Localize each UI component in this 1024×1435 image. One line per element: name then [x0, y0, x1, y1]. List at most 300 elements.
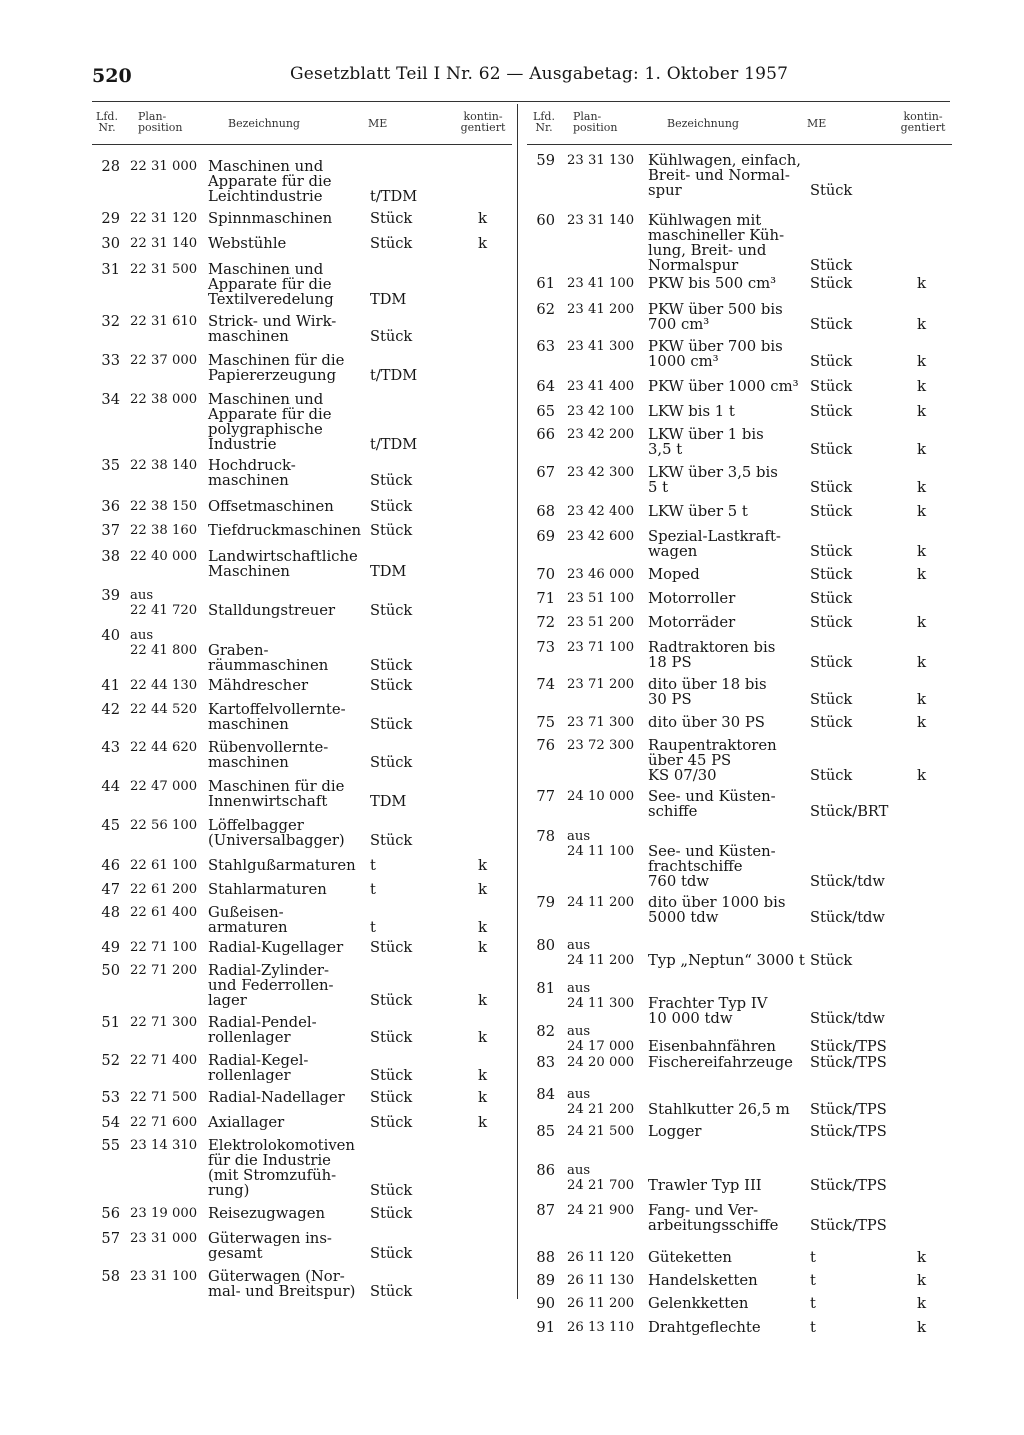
row-number: 77: [536, 788, 555, 805]
row-planposition: 22 71 100: [130, 940, 198, 955]
row-kontingentiert: k: [478, 1113, 488, 1131]
row-bezeichnung: Kartoffelvollernte- maschinen: [208, 701, 346, 733]
row-kontingentiert: k: [917, 402, 927, 420]
row-bezeichnung: Hochdruck- maschinen: [208, 457, 296, 489]
row-number: 79: [536, 894, 555, 911]
row-bezeichnung: Güterwagen ins- gesamt: [208, 1230, 332, 1262]
row-planposition: 22 31 140: [130, 236, 198, 251]
row-planposition: 22 44 520: [130, 702, 198, 717]
row-bezeichnung: LKW über 3,5 bis 5 t: [648, 464, 778, 496]
row-bezeichnung: Spezial-Lastkraft- wagen: [648, 528, 781, 560]
row-me: Stück/TPS: [810, 1123, 887, 1140]
row-me: Stück/tdw: [810, 1010, 885, 1027]
row-me: Stück: [370, 657, 413, 674]
header-lfd-nr: Lfd. Nr.: [96, 110, 118, 134]
left-table: [92, 104, 512, 1300]
row-planposition: 23 14 310: [130, 1138, 198, 1153]
row-number: 58: [101, 1268, 120, 1285]
row-me: Stück: [370, 716, 413, 733]
row-planposition: 23 51 100: [567, 591, 635, 606]
row-kontingentiert: k: [917, 713, 927, 731]
row-number: 76: [536, 737, 555, 754]
row-bezeichnung: See- und Küsten- frachtschiffe 760 tdw: [648, 843, 776, 890]
row-bezeichnung: Drahtgeflechte: [648, 1319, 761, 1336]
row-number: 62: [536, 301, 555, 318]
row-number: 91: [536, 1319, 555, 1336]
row-bezeichnung: Kühlwagen mit maschineller Küh- lung, Breit- und Normalspur: [648, 212, 785, 274]
header-lfd-nr: Lfd. Nr.: [533, 110, 555, 134]
row-bezeichnung: Löffelbagger (Universalbagger): [208, 817, 345, 849]
row-number: 67: [536, 464, 555, 481]
row-number: 43: [101, 739, 120, 756]
row-bezeichnung: LKW bis 1 t: [648, 403, 735, 420]
row-bezeichnung: Stahlarmaturen: [208, 881, 327, 898]
page-number: 520: [92, 65, 132, 87]
row-kontingentiert: k: [478, 1028, 488, 1046]
row-number: 30: [101, 235, 120, 252]
row-bezeichnung: Spinnmaschinen: [208, 210, 333, 227]
row-number: 31: [101, 261, 120, 278]
row-planposition: aus 24 11 300: [567, 981, 635, 1011]
row-kontingentiert: k: [917, 766, 927, 784]
row-me: Stück: [810, 441, 853, 458]
row-planposition: 23 51 200: [567, 615, 635, 630]
page-header: [88, 62, 948, 92]
row-kontingentiert: k: [478, 234, 488, 252]
row-me: TDM: [370, 563, 407, 580]
row-number: 71: [536, 590, 555, 607]
row-kontingentiert: k: [478, 856, 488, 874]
row-planposition: 23 31 140: [567, 213, 635, 228]
row-me: Stück: [810, 952, 853, 969]
row-me: t: [810, 1319, 816, 1336]
row-bezeichnung: Tiefdruckmaschinen: [208, 522, 361, 539]
row-me: Stück: [370, 677, 413, 694]
row-planposition: 22 44 620: [130, 740, 198, 755]
row-planposition: 22 71 400: [130, 1053, 198, 1068]
row-number: 74: [536, 676, 555, 693]
row-me: Stück: [370, 1089, 413, 1106]
row-number: 34: [101, 391, 120, 408]
row-number: 36: [101, 498, 120, 515]
row-planposition: aus 24 21 700: [567, 1163, 635, 1193]
row-me: Stück/TPS: [810, 1038, 887, 1055]
row-bezeichnung: LKW über 1 bis 3,5 t: [648, 426, 764, 458]
row-me: t/TDM: [370, 367, 418, 384]
row-bezeichnung: Radial-Kugellager: [208, 939, 344, 956]
row-number: 39: [101, 587, 120, 604]
row-planposition: 26 13 110: [567, 1320, 635, 1335]
row-number: 85: [536, 1123, 555, 1140]
row-me: Stück: [370, 1182, 413, 1199]
row-number: 60: [536, 212, 555, 229]
row-number: 32: [101, 313, 120, 330]
row-bezeichnung: Radial-Pendel- rollenlager: [208, 1014, 317, 1046]
row-planposition: 23 42 600: [567, 529, 635, 544]
row-bezeichnung: dito über 18 bis 30 PS: [648, 676, 767, 708]
row-number: 90: [536, 1295, 555, 1312]
row-me: Stück: [370, 1114, 413, 1131]
row-planposition: 22 71 300: [130, 1015, 198, 1030]
row-kontingentiert: k: [917, 377, 927, 395]
header-me: ME: [368, 117, 388, 130]
row-bezeichnung: Radial-Nadellager: [208, 1089, 345, 1106]
row-planposition: 22 38 140: [130, 458, 198, 473]
row-planposition: 23 41 100: [567, 276, 635, 291]
row-me: Stück: [810, 378, 853, 395]
row-bezeichnung: Moped: [648, 566, 700, 583]
row-bezeichnung: Axiallager: [208, 1114, 285, 1131]
row-number: 50: [101, 962, 120, 979]
row-number: 48: [101, 904, 120, 921]
row-me: Stück: [370, 1205, 413, 1222]
row-number: 65: [536, 403, 555, 420]
row-me: Stück: [810, 767, 853, 784]
row-planposition: 26 11 120: [567, 1250, 635, 1265]
row-number: 46: [101, 857, 120, 874]
header-kontingentiert: kontin- gentiert: [900, 110, 946, 134]
row-me: t: [370, 857, 376, 874]
row-me: Stück/TPS: [810, 1217, 887, 1234]
row-planposition: 24 21 900: [567, 1203, 635, 1218]
header-planposition: Plan- position: [138, 110, 183, 134]
row-number: 80: [536, 937, 555, 954]
row-planposition: aus 22 41 800: [130, 628, 198, 658]
row-kontingentiert: k: [478, 1066, 488, 1084]
row-kontingentiert: k: [917, 502, 927, 520]
row-me: Stück: [810, 403, 853, 420]
row-me: Stück: [370, 832, 413, 849]
row-bezeichnung: Frachter Typ IV 10 000 tdw: [648, 995, 768, 1027]
row-number: 44: [101, 778, 120, 795]
row-planposition: 22 61 100: [130, 858, 198, 873]
row-me: Stück/TPS: [810, 1177, 887, 1194]
row-bezeichnung: Logger: [648, 1123, 702, 1140]
row-bezeichnung: Webstühle: [208, 235, 287, 252]
header-rule: [92, 101, 950, 102]
row-planposition: aus 24 21 200: [567, 1087, 635, 1117]
row-planposition: 24 21 500: [567, 1124, 635, 1139]
row-bezeichnung: Fischereifahrzeuge: [648, 1054, 793, 1071]
row-kontingentiert: k: [917, 1318, 927, 1336]
row-planposition: aus 24 17 000: [567, 1024, 635, 1054]
row-number: 41: [101, 677, 120, 694]
row-number: 29: [101, 210, 120, 227]
row-bezeichnung: Maschinen und Apparate für die Textilveredelung: [208, 261, 334, 308]
row-me: TDM: [370, 793, 407, 810]
row-planposition: 23 41 300: [567, 339, 635, 354]
row-planposition: 22 31 000: [130, 159, 198, 174]
row-number: 88: [536, 1249, 555, 1266]
row-planposition: 22 71 200: [130, 963, 198, 978]
row-planposition: 22 61 200: [130, 882, 198, 897]
row-number: 28: [101, 158, 120, 175]
row-number: 54: [101, 1114, 120, 1131]
row-bezeichnung: Strick- und Wirk- maschinen: [208, 313, 337, 345]
row-me: Stück: [810, 590, 853, 607]
row-kontingentiert: k: [478, 938, 488, 956]
row-planposition: 22 31 120: [130, 211, 198, 226]
row-me: Stück: [370, 1245, 413, 1262]
row-planposition: 23 71 200: [567, 677, 635, 692]
row-me: Stück: [370, 939, 413, 956]
row-bezeichnung: Mähdrescher: [208, 677, 309, 694]
row-number: 49: [101, 939, 120, 956]
row-me: Stück: [810, 316, 853, 333]
row-me: Stück: [370, 210, 413, 227]
row-kontingentiert: k: [478, 209, 488, 227]
row-planposition: 23 71 300: [567, 715, 635, 730]
row-number: 38: [101, 548, 120, 565]
row-number: 59: [536, 152, 555, 169]
header-bezeichnung: Bezeichnung: [228, 117, 300, 130]
row-planposition: 23 19 000: [130, 1206, 198, 1221]
row-bezeichnung: Kühlwagen, einfach, Breit- und Normal- spur: [648, 152, 802, 199]
row-planposition: 23 42 200: [567, 427, 635, 442]
row-number: 37: [101, 522, 120, 539]
row-planposition: 23 42 400: [567, 504, 635, 519]
header-me: ME: [807, 117, 827, 130]
header-bezeichnung: Bezeichnung: [667, 117, 739, 130]
row-planposition: 22 40 000: [130, 549, 198, 564]
row-bezeichnung: Gelenkketten: [648, 1295, 749, 1312]
row-bezeichnung: Typ „Neptun“ 3000 t: [648, 952, 805, 969]
row-me: Stück: [370, 235, 413, 252]
right-table: [527, 104, 952, 1336]
row-number: 64: [536, 378, 555, 395]
row-me: Stück/tdw: [810, 909, 885, 926]
row-bezeichnung: Raupentraktoren über 45 PS KS 07/30: [648, 737, 777, 784]
row-number: 81: [536, 980, 555, 997]
row-planposition: 26 11 200: [567, 1296, 635, 1311]
row-planposition: 22 56 100: [130, 818, 198, 833]
row-bezeichnung: Handelsketten: [648, 1272, 758, 1289]
row-bezeichnung: Maschinen für die Innenwirtschaft: [208, 778, 345, 810]
row-planposition: 23 41 400: [567, 379, 635, 394]
row-bezeichnung: Maschinen für die Papiererzeugung: [208, 352, 345, 384]
row-kontingentiert: k: [917, 440, 927, 458]
row-planposition: 22 37 000: [130, 353, 198, 368]
row-number: 61: [536, 275, 555, 292]
row-kontingentiert: k: [478, 918, 488, 936]
row-me: Stück: [370, 472, 413, 489]
row-me: Stück: [370, 328, 413, 345]
row-bezeichnung: Eisenbahnfähren: [648, 1038, 776, 1055]
row-me: Stück: [810, 691, 853, 708]
row-me: Stück: [370, 602, 413, 619]
row-number: 56: [101, 1205, 120, 1222]
row-bezeichnung: PKW bis 500 cm³: [648, 275, 777, 292]
row-planposition: 26 11 130: [567, 1273, 635, 1288]
row-kontingentiert: k: [917, 1294, 927, 1312]
row-number: 55: [101, 1137, 120, 1154]
row-me: Stück: [810, 479, 853, 496]
row-me: Stück: [370, 522, 413, 539]
row-planposition: 23 42 300: [567, 465, 635, 480]
row-planposition: aus 22 41 720: [130, 588, 198, 618]
row-planposition: 23 42 100: [567, 404, 635, 419]
row-kontingentiert: k: [478, 991, 488, 1009]
row-me: Stück: [810, 182, 853, 199]
row-planposition: 22 47 000: [130, 779, 198, 794]
row-number: 86: [536, 1162, 555, 1179]
row-number: 53: [101, 1089, 120, 1106]
row-number: 66: [536, 426, 555, 443]
row-planposition: aus 24 11 100: [567, 829, 635, 859]
row-bezeichnung: Motorroller: [648, 590, 736, 607]
row-me: TDM: [370, 291, 407, 308]
row-number: 45: [101, 817, 120, 834]
row-me: Stück: [370, 1067, 413, 1084]
row-number: 63: [536, 338, 555, 355]
row-kontingentiert: k: [478, 880, 488, 898]
row-planposition: 23 46 000: [567, 567, 635, 582]
row-planposition: 22 38 160: [130, 523, 198, 538]
row-kontingentiert: k: [917, 690, 927, 708]
row-bezeichnung: Offsetmaschinen: [208, 498, 334, 515]
row-me: Stück: [810, 543, 853, 560]
row-bezeichnung: dito über 1000 bis 5000 tdw: [648, 894, 786, 926]
header-planposition: Plan- position: [573, 110, 618, 134]
row-me: Stück: [370, 498, 413, 515]
row-me: t: [810, 1295, 816, 1312]
row-me: t: [810, 1249, 816, 1266]
row-number: 40: [101, 627, 120, 644]
row-me: Stück: [810, 614, 853, 631]
row-me: t/TDM: [370, 188, 418, 205]
row-planposition: 24 20 000: [567, 1055, 635, 1070]
row-kontingentiert: k: [917, 478, 927, 496]
row-me: Stück: [810, 566, 853, 583]
row-bezeichnung: Güterwagen (Nor- mal- und Breitspur): [208, 1268, 356, 1300]
row-me: Stück: [810, 275, 853, 292]
row-planposition: 23 31 130: [567, 153, 635, 168]
row-me: Stück: [370, 992, 413, 1009]
row-me: Stück: [810, 714, 853, 731]
row-bezeichnung: Radtraktoren bis 18 PS: [648, 639, 776, 671]
row-number: 68: [536, 503, 555, 520]
row-bezeichnung: Reisezugwagen: [208, 1205, 326, 1222]
row-me: Stück: [810, 503, 853, 520]
row-bezeichnung: dito über 30 PS: [648, 714, 765, 731]
row-planposition: 24 11 200: [567, 895, 635, 910]
row-bezeichnung: Motorräder: [648, 614, 736, 631]
row-number: 73: [536, 639, 555, 656]
row-me: t: [370, 881, 376, 898]
row-me: Stück: [370, 1029, 413, 1046]
row-number: 47: [101, 881, 120, 898]
row-bezeichnung: Maschinen und Apparate für die Leichtindustrie: [208, 158, 332, 205]
row-me: Stück: [370, 1283, 413, 1300]
page-title: Gesetzblatt Teil I Nr. 62 — Ausgabetag: 1. Oktober 1957: [290, 64, 789, 84]
row-bezeichnung: Landwirtschaftliche Maschinen: [208, 548, 358, 580]
row-planposition: 23 72 300: [567, 738, 635, 753]
row-kontingentiert: k: [917, 274, 927, 292]
row-bezeichnung: Fang- und Ver- arbeitungsschiffe: [648, 1202, 779, 1234]
row-kontingentiert: k: [917, 1248, 927, 1266]
row-kontingentiert: k: [917, 613, 927, 631]
row-bezeichnung: PKW über 1000 cm³: [648, 378, 799, 395]
row-kontingentiert: k: [917, 653, 927, 671]
row-bezeichnung: Elektrolokomotiven für die Industrie (mit Stromzufüh- rung): [208, 1137, 355, 1199]
row-planposition: 22 31 610: [130, 314, 198, 329]
row-me: Stück: [810, 257, 853, 274]
row-bezeichnung: Maschinen und Apparate für die polygraphische Industrie: [208, 391, 332, 453]
row-number: 42: [101, 701, 120, 718]
row-kontingentiert: k: [917, 1271, 927, 1289]
row-bezeichnung: Graben- räummaschinen: [208, 642, 329, 674]
row-bezeichnung: Radial-Kegel- rollenlager: [208, 1052, 309, 1084]
row-number: 75: [536, 714, 555, 731]
row-number: 89: [536, 1272, 555, 1289]
row-me: Stück/TPS: [810, 1054, 887, 1071]
row-bezeichnung: PKW über 700 bis 1000 cm³: [648, 338, 783, 370]
table-header: [92, 104, 512, 145]
row-planposition: aus 24 11 200: [567, 938, 635, 968]
row-me: Stück/TPS: [810, 1101, 887, 1118]
row-planposition: 22 44 130: [130, 678, 198, 693]
row-me: t: [810, 1272, 816, 1289]
row-number: 69: [536, 528, 555, 545]
row-kontingentiert: k: [478, 1088, 488, 1106]
row-planposition: 23 41 200: [567, 302, 635, 317]
row-planposition: 23 31 100: [130, 1269, 198, 1284]
row-bezeichnung: Radial-Zylinder- und Federrollen- lager: [208, 962, 334, 1009]
row-number: 87: [536, 1202, 555, 1219]
row-planposition: 22 31 500: [130, 262, 198, 277]
row-bezeichnung: Stahlkutter 26,5 m: [648, 1101, 790, 1118]
row-kontingentiert: k: [917, 352, 927, 370]
row-planposition: 23 31 000: [130, 1231, 198, 1246]
header-kontingentiert: kontin- gentiert: [460, 110, 506, 134]
row-planposition: 22 38 150: [130, 499, 198, 514]
row-number: 33: [101, 352, 120, 369]
row-number: 70: [536, 566, 555, 583]
row-number: 78: [536, 828, 555, 845]
row-bezeichnung: Stalldungstreuer: [208, 602, 336, 619]
row-me: Stück: [810, 353, 853, 370]
row-number: 57: [101, 1230, 120, 1247]
row-me: Stück: [370, 754, 413, 771]
row-planposition: 22 71 600: [130, 1115, 198, 1130]
row-number: 84: [536, 1086, 555, 1103]
row-bezeichnung: Rübenvollernte- maschinen: [208, 739, 329, 771]
row-number: 72: [536, 614, 555, 631]
row-number: 51: [101, 1014, 120, 1031]
row-number: 52: [101, 1052, 120, 1069]
row-planposition: 22 71 500: [130, 1090, 198, 1105]
row-me: Stück/tdw: [810, 873, 885, 890]
row-kontingentiert: k: [917, 542, 927, 560]
row-number: 83: [536, 1054, 555, 1071]
row-number: 82: [536, 1023, 555, 1040]
row-me: Stück: [810, 654, 853, 671]
row-bezeichnung: PKW über 500 bis 700 cm³: [648, 301, 783, 333]
column-separator: [517, 104, 518, 1299]
row-planposition: 22 38 000: [130, 392, 198, 407]
row-number: 35: [101, 457, 120, 474]
row-kontingentiert: k: [917, 315, 927, 333]
row-planposition: 24 10 000: [567, 789, 635, 804]
row-bezeichnung: Stahlgußarmaturen: [208, 857, 356, 874]
row-me: t/TDM: [370, 436, 418, 453]
table-header: [527, 104, 952, 145]
row-kontingentiert: k: [917, 565, 927, 583]
row-bezeichnung: See- und Küsten- schiffe: [648, 788, 776, 820]
row-bezeichnung: Güteketten: [648, 1249, 732, 1266]
row-bezeichnung: Trawler Typ III: [648, 1177, 762, 1194]
row-me: Stück/BRT: [810, 803, 889, 820]
